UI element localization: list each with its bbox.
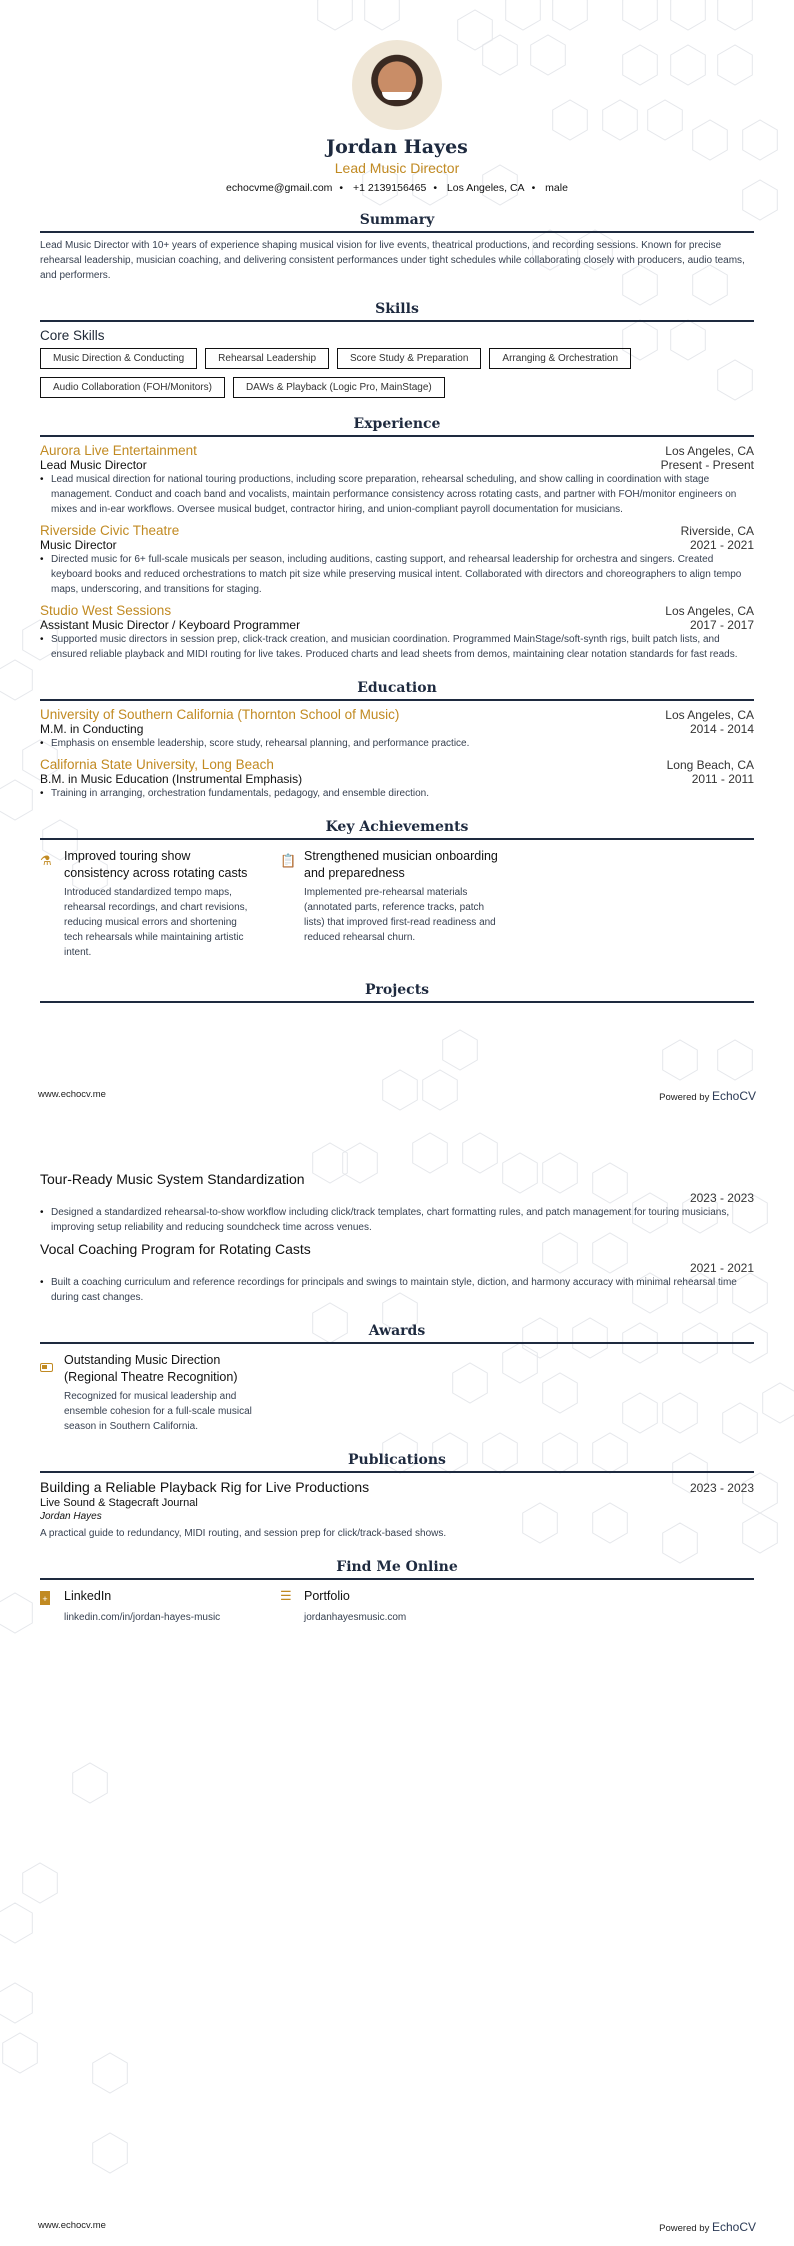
- publication-item: [40, 1479, 754, 1541]
- education-dates: 2011 - 2011: [691, 772, 754, 786]
- section-heading-publications: Publications: [40, 1452, 754, 1473]
- award-title: Outstanding Music Direction (Regional Theatre Recognition): [64, 1353, 238, 1384]
- job-role: Lead Music Director: [40, 458, 147, 472]
- email[interactable]: echocvme@gmail.com: [226, 182, 333, 194]
- project-bullet: • Built a coaching curriculum and reference recordings for principals and swings to maintain style, diction, and harmony accuracy with minimal rehearsal time during cast changes.: [40, 1275, 754, 1305]
- experience-item: [40, 603, 754, 662]
- section-heading-education: Education: [40, 680, 754, 701]
- job-role: Assistant Music Director / Keyboard Programmer: [40, 618, 301, 632]
- footer-powered-label: Powered by: [659, 2223, 710, 2234]
- hexagon-shape: [671, 0, 706, 30]
- education-item: [40, 707, 754, 751]
- degree: B.M. in Music Education (Instrumental Emphasis): [40, 772, 303, 786]
- achievement-title: Improved touring show consistency across rotating casts: [64, 849, 248, 880]
- skill-chip: Music Direction & Conducting: [40, 348, 197, 369]
- menu-lines-icon: ☰: [280, 1588, 292, 1603]
- job-location: Riverside, CA: [680, 524, 754, 538]
- contact-line: echocvme@gmail.com • +1 2139156465 • Los Angeles, CA • male: [226, 182, 568, 194]
- hexagon-shape: [93, 2133, 128, 2173]
- degree: M.M. in Conducting: [40, 722, 144, 736]
- gender: male: [545, 182, 568, 194]
- job-location: Los Angeles, CA: [665, 444, 754, 458]
- online-item-linkedin[interactable]: [40, 1588, 258, 1625]
- footer-site-link[interactable]: www.echocv.me: [38, 1089, 106, 1100]
- publication-desc: A practical guide to redundancy, MIDI routing, and session prep for click/track-based shows.: [40, 1528, 447, 1539]
- skill-chip: Rehearsal Leadership: [205, 348, 329, 369]
- project-title: Tour-Ready Music System Standardization: [40, 1171, 305, 1187]
- achievement-desc: Implemented pre-rehearsal materials (annotated parts, reference tracks, patch lists) that improved first-read readiness and reduced rehearsal churn.: [304, 887, 496, 943]
- skill-chip: Score Study & Preparation: [337, 348, 481, 369]
- footer-brand[interactable]: EchoCV: [711, 2220, 756, 2234]
- hexagon-shape: [365, 0, 400, 30]
- achievement-desc: Introduced standardized tempo maps, rehearsal recordings, and chart revisions, reducing musical errors and shortening tech rehearsals while maintaining artistic intent.: [64, 887, 248, 958]
- footer-site-link[interactable]: www.echocv.me: [38, 2220, 106, 2231]
- job-bullet: • Lead musical direction for national touring productions, including score preparation, rehearsal scheduling, and show calling in coordination with stage management. Conduct and coach band and vocalists, maintain performance consistency across rotating casts, and partner with FOH/monitor engineers on mixes and in-ear workflows. Oversee musical budget, contractor hiring, and union-compliant payroll documentation for musicians.: [40, 472, 754, 517]
- section-heading-achievements: Key Achievements: [40, 819, 754, 840]
- hexagon-shape: [0, 1983, 32, 2023]
- job-location: Los Angeles, CA: [665, 604, 754, 618]
- experience-item: [40, 443, 754, 517]
- clipboard-check-icon: 📋: [280, 853, 297, 868]
- section-heading-online: Find Me Online: [40, 1559, 754, 1580]
- achievement-title: Strengthened musician onboarding and preparedness: [304, 849, 498, 880]
- hexagon-shape: [506, 0, 541, 30]
- hexagon-shape: [0, 1903, 32, 1943]
- battery-icon: [40, 1360, 54, 1434]
- flask-icon: ⚗: [40, 853, 52, 868]
- achievement-item: [40, 848, 258, 960]
- phone[interactable]: +1 2139156465: [353, 182, 427, 194]
- school-location: Long Beach, CA: [666, 758, 754, 772]
- online-url[interactable]: linkedin.com/in/jordan-hayes-music: [64, 1612, 221, 1623]
- school: University of Southern California (Thornton School of Music): [40, 707, 400, 722]
- education-item: [40, 757, 754, 801]
- award-item: [40, 1352, 258, 1434]
- section-heading-summary: Summary: [40, 212, 754, 233]
- hexagon-shape: [3, 2033, 38, 2073]
- education-dates: 2014 - 2014: [689, 722, 754, 736]
- section-heading-experience: Experience: [40, 416, 754, 437]
- candidate-name: Jordan Hayes: [326, 136, 468, 158]
- online-item-portfolio[interactable]: [280, 1588, 498, 1625]
- hexagon-shape: [73, 1763, 108, 1803]
- school-location: Los Angeles, CA: [665, 708, 754, 722]
- skills-group-title: Core Skills: [40, 328, 105, 343]
- award-desc: Recognized for musical leadership and ensemble cohesion for a full-scale musical season in Southern California.: [64, 1391, 252, 1432]
- hexagon-shape: [718, 1040, 753, 1080]
- skills-list: [40, 348, 754, 398]
- page-footer: [38, 2220, 756, 2234]
- hexagon-shape: [318, 0, 353, 30]
- education-bullet: • Emphasis on ensemble leadership, score study, rehearsal planning, and performance practice.: [40, 736, 754, 751]
- job-role: Music Director: [40, 538, 117, 552]
- publication-publisher: Live Sound & Stagecraft Journal: [40, 1497, 198, 1509]
- hexagon-shape: [553, 0, 588, 30]
- skill-chip: DAWs & Playback (Logic Pro, MainStage): [233, 377, 445, 398]
- company: Studio West Sessions: [40, 603, 172, 618]
- project-dates: 2023 - 2023: [689, 1191, 754, 1205]
- footer-brand[interactable]: EchoCV: [711, 1089, 756, 1103]
- job-dates: 2017 - 2017: [689, 618, 754, 632]
- hexagon-shape: [23, 1863, 58, 1903]
- page-footer: [38, 1089, 756, 1103]
- publication-title: Building a Reliable Playback Rig for Live Productions: [40, 1479, 370, 1495]
- education-bullet: • Training in arranging, orchestration fundamentals, pedagogy, and ensemble direction.: [40, 786, 754, 801]
- summary-text: Lead Music Director with 10+ years of experience shaping musical vision for live events, theatrical productions, and recording sessions. Known for precise rehearsal leadership, musician coaching, and delivering consistent performances under tight schedules while collaborating closely with producers, audio teams, and performers.: [40, 240, 745, 281]
- job-bullet: • Supported music directors in session prep, click-track creation, and musician coordination. Programmed MainStage/soft-synth rigs, built patch lists, and ensured reliable playback and MIDI routing for live takes. Produced charts and lead sheets from demos, maintaining clear notation standards for fast reads.: [40, 632, 754, 662]
- hexagon-shape: [443, 1030, 478, 1070]
- skill-chip: Audio Collaboration (FOH/Monitors): [40, 377, 225, 398]
- footer-powered-label: Powered by: [659, 1092, 710, 1103]
- project-bullet: • Designed a standardized rehearsal-to-show workflow including click/track templates, chart formatting rules, and patch management for touring musicians, improving setup reliability and reducing soundcheck time across venues.: [40, 1205, 754, 1235]
- school: California State University, Long Beach: [40, 757, 274, 772]
- profile-photo: [352, 40, 442, 130]
- hexagon-shape: [93, 2053, 128, 2093]
- project-dates: 2021 - 2021: [689, 1261, 754, 1275]
- skill-chip: Arranging & Orchestration: [489, 348, 631, 369]
- file-plus-icon: +: [40, 1590, 54, 1625]
- experience-item: [40, 523, 754, 597]
- project-title: Vocal Coaching Program for Rotating Casts: [40, 1241, 311, 1257]
- job-bullet: • Directed music for 6+ full-scale musicals per season, including auditions, casting support, and rehearsal leadership for orchestra and singers. Created keyboard books and reduced orchestrations to match pit size while preserving musical intent. Collaborated with directors and choreographers to align tempo maps, underscoring, and transitions for staging.: [40, 552, 754, 597]
- hexagon-shape: [663, 1040, 698, 1080]
- section-heading-awards: Awards: [40, 1323, 754, 1344]
- hexagon-shape: [623, 0, 658, 30]
- company: Riverside Civic Theatre: [40, 523, 180, 538]
- online-url[interactable]: jordanhayesmusic.com: [304, 1612, 407, 1623]
- publication-author: Jordan Hayes: [40, 1511, 102, 1522]
- online-label: LinkedIn: [64, 1589, 112, 1603]
- location: Los Angeles, CA: [446, 182, 525, 194]
- company: Aurora Live Entertainment: [40, 443, 197, 458]
- project-item: [40, 1171, 754, 1235]
- resume-page-2: [0, 1123, 794, 2246]
- online-label: Portfolio: [304, 1589, 350, 1603]
- job-dates: Present - Present: [660, 458, 754, 472]
- hexagon-shape: [718, 0, 753, 30]
- section-heading-projects: Projects: [40, 982, 754, 1003]
- project-item: [40, 1241, 754, 1305]
- job-dates: 2021 - 2021: [689, 538, 754, 552]
- section-heading-skills: Skills: [40, 301, 754, 322]
- publication-dates: 2023 - 2023: [689, 1481, 754, 1495]
- candidate-title: Lead Music Director: [334, 160, 460, 176]
- achievement-item: [280, 848, 498, 960]
